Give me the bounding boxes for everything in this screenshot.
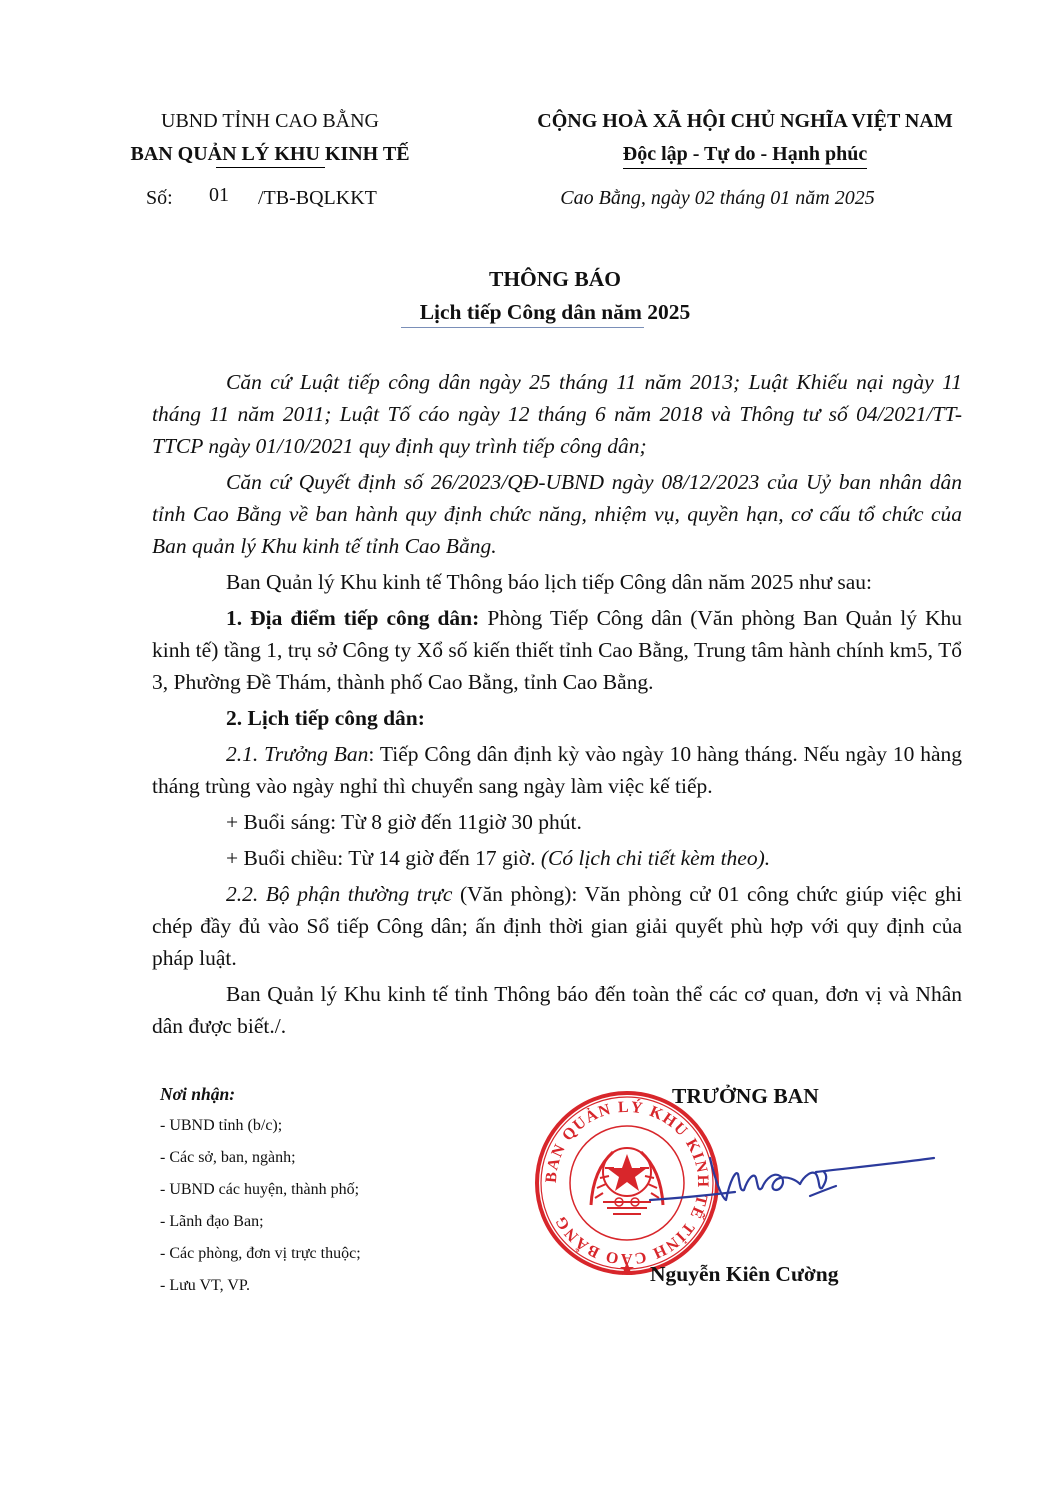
section-2-2 <box>152 878 962 974</box>
national-title: CỘNG HOÀ XÃ HỘI CHỦ NGHĨA VIỆT NAM <box>537 110 953 132</box>
place-date: Cao Bằng, ngày 02 tháng 01 năm 2025 <box>560 187 875 209</box>
subtitle-underline <box>401 327 644 328</box>
agency-underline <box>216 167 325 168</box>
signer-role: TRƯỞNG BAN <box>672 1084 819 1108</box>
handwritten-signature-icon <box>640 1140 940 1230</box>
agency-parent: UBND TỈNH CAO BẰNG <box>161 110 379 132</box>
doc-body <box>152 366 962 1046</box>
signer-name: Nguyễn Kiên Cường <box>650 1262 839 1286</box>
recipients-block <box>160 1078 361 1302</box>
recipient-item: - Các sở, ban, ngành; <box>160 1149 296 1166</box>
section-1-label: 1. Địa điểm tiếp công dân: <box>226 606 480 630</box>
section-1 <box>152 602 962 698</box>
recipient-item: - UBND tỉnh (b/c); <box>160 1117 283 1134</box>
national-motto <box>490 141 1000 169</box>
afternoon-text: + Buổi chiều: Từ 14 giờ đến 17 giờ. <box>226 846 541 870</box>
doc-number-value: 01 <box>209 184 229 206</box>
doc-number-suffix: /TB-BQLKKT <box>258 187 377 209</box>
recipient-item: - Các phòng, đơn vị trực thuộc; <box>160 1245 361 1262</box>
agency-name <box>100 141 440 167</box>
intro-paragraph: Ban Quản lý Khu kinh tế Thông báo lịch tiếp Công dân năm 2025 như sau: <box>226 570 873 594</box>
section-2-label: 2. Lịch tiếp công dân: <box>226 706 425 730</box>
recipients-title: Nơi nhận: <box>160 1084 236 1104</box>
doc-subtitle: Lịch tiếp Công dân năm 2025 <box>419 300 691 324</box>
recipient-item: - Lãnh đạo Ban; <box>160 1213 264 1230</box>
national-motto-text: Độc lập - Tự do - Hạnh phúc <box>623 141 867 169</box>
legal-basis-1: Căn cứ Luật tiếp công dân ngày 25 tháng 11 năm 2013; Luật Khiếu nại ngày 11 tháng 11 năm 2011; Luật Tố cáo ngày 12 tháng 6 năm 2018 và Thông tư số 04/2021/TT-TTCP ngày 01/10/2021 quy định quy trình tiếp công dân; <box>152 370 962 458</box>
recipient-item: - UBND các huyện, thành phố; <box>160 1181 360 1198</box>
doc-number-label: Số: <box>146 187 173 209</box>
seal-text: BAN QUẢN LÝ KHU KINH TẾ TỈNH CAO BẰNG <box>542 1098 712 1268</box>
section-2-heading <box>152 702 962 734</box>
legal-basis-2: Căn cứ Quyết định số 26/2023/QĐ-UBND ngày 08/12/2023 của Uỷ ban nhân dân tỉnh Cao Bằng về ban hành quy định chức năng, nhiệm vụ, quyền hạn, cơ cấu tổ chức của Ban quản lý Khu kinh tế tỉnh Cao Bằng. <box>152 470 962 558</box>
recipient-item: - Lưu VT, VP. <box>160 1277 251 1294</box>
section-2-1-label: 2.1. Trưởng Ban <box>226 742 369 766</box>
afternoon-note: (Có lịch chi tiết kèm theo). <box>540 846 771 870</box>
closing-paragraph: Ban Quản lý Khu kinh tế tỉnh Thông báo đến toàn thể các cơ quan, đơn vị và Nhân dân được biết./. <box>152 982 962 1038</box>
agency-name-text: BAN QUẢN LÝ KHU KINH TẾ <box>130 143 410 165</box>
section-2-1-text: : Tiếp Công dân định kỳ vào ngày 10 hàng tháng. Nếu ngày 10 hàng tháng trùng vào ngày nghỉ thì chuyển sang ngày làm việc kế tiếp. <box>152 742 962 798</box>
afternoon-schedule <box>152 842 962 874</box>
section-2-2-text: (Văn phòng): Văn phòng cử 01 công chức giúp việc ghi chép đầy đủ vào Sổ tiếp Công dân; ấn định thời gian giải quyết phù hợp với quy định của pháp luật. <box>152 882 963 970</box>
section-2-1 <box>152 738 962 802</box>
morning-schedule: + Buổi sáng: Từ 8 giờ đến 11giờ 30 phút. <box>226 810 582 834</box>
section-1-text: Phòng Tiếp Công dân (Văn phòng Ban Quản lý Khu kinh tế) tầng 1, trụ sở Công ty Xổ số kiến thiết tỉnh Cao Bằng, Trung tâm hành chính km5, Tổ 3, Phường Đề Thám, thành phố Cao Bằng, tỉnh Cao Bằng. <box>152 606 963 694</box>
section-2-2-label: 2.2. Bộ phận thường trực <box>226 882 453 906</box>
doc-title: THÔNG BÁO <box>488 267 621 291</box>
